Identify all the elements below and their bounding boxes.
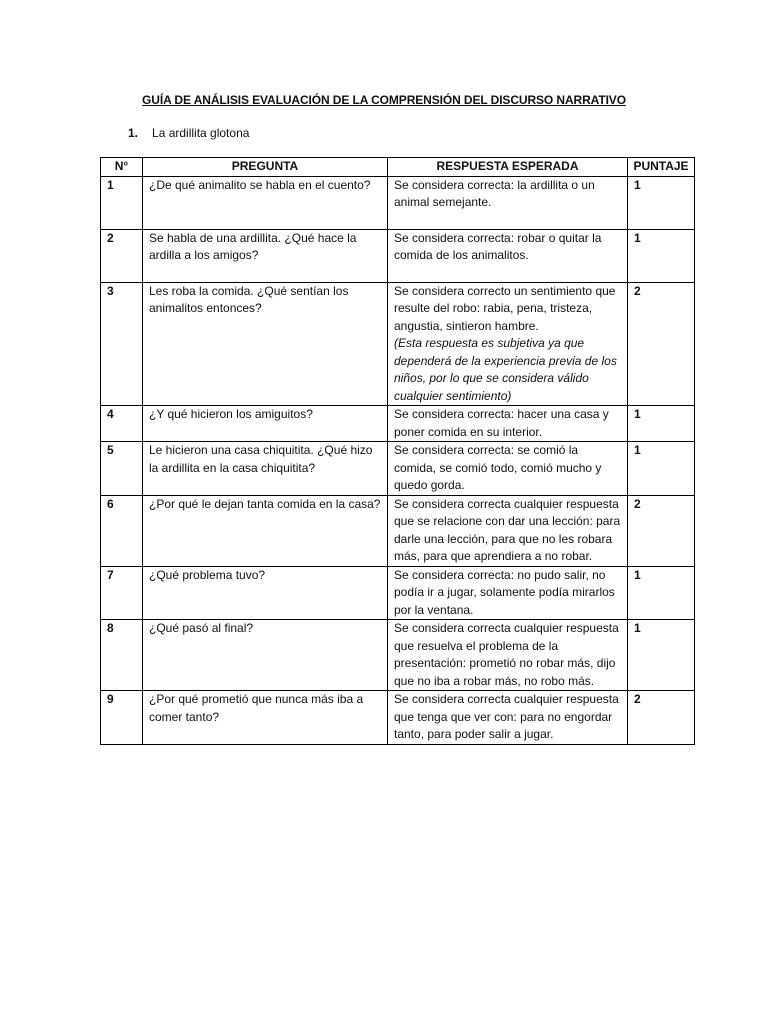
row-question: Les roba la comida. ¿Qué sentían los animalitos entonces? (143, 282, 388, 406)
header-question: PREGUNTA (143, 158, 388, 177)
row-answer-text: Se considera correcta cualquier respuesta que resuelva el problema de la presentación: prometió no robar más, dijo que no iba a robar más, no robo más. (394, 621, 619, 688)
row-answer (388, 495, 628, 566)
row-answer (388, 406, 628, 442)
row-number: 8 (101, 620, 143, 691)
row-answer (388, 442, 628, 496)
row-score: 2 (628, 282, 695, 406)
row-score: 1 (628, 176, 695, 229)
row-answer (388, 566, 628, 620)
row-score: 1 (628, 566, 695, 620)
table-header-row (101, 158, 695, 177)
header-score: PUNTAJE (628, 158, 695, 177)
table-row (101, 442, 695, 496)
row-question: ¿Qué problema tuvo? (143, 566, 388, 620)
row-number: 1 (101, 176, 143, 229)
row-score: 2 (628, 495, 695, 566)
row-question: Le hicieron una casa chiquitita. ¿Qué hizo la ardillita en la casa chiquitita? (143, 442, 388, 496)
row-answer (388, 691, 628, 745)
row-number: 5 (101, 442, 143, 496)
table-row (101, 566, 695, 620)
row-score: 1 (628, 406, 695, 442)
table-row (101, 691, 695, 745)
row-answer (388, 176, 628, 229)
row-answer-text: Se considera correcta: se comió la comida, se comió todo, comió mucho y quedo gorda. (394, 443, 602, 492)
row-answer (388, 229, 628, 282)
header-answer: RESPUESTA ESPERADA (388, 158, 628, 177)
row-answer (388, 620, 628, 691)
row-question: ¿Por qué prometió que nunca más iba a comer tanto? (143, 691, 388, 745)
table-row (101, 176, 695, 229)
row-answer-text: Se considera correcta: la ardillita o un animal semejante. (394, 177, 595, 209)
section-heading (128, 126, 249, 140)
row-answer-text: Se considera correcta cualquier respuesta que se relacione con dar una lección: para darle una lección, para que no les robara más, para que aprendiera a no robar. (394, 496, 621, 563)
row-answer-text: Se considera correcta cualquier respuesta que tenga que ver con: para no engordar tanto, para poder salir a jugar. (394, 692, 619, 741)
row-number: 3 (101, 282, 143, 406)
row-number: 7 (101, 566, 143, 620)
evaluation-table (100, 157, 695, 745)
row-question: ¿De qué animalito se habla en el cuento? (143, 176, 388, 229)
table-row (101, 282, 695, 406)
row-score: 1 (628, 442, 695, 496)
header-num: N° (101, 158, 143, 177)
row-number: 6 (101, 495, 143, 566)
table-row (101, 229, 695, 282)
row-question: ¿Por qué le dejan tanta comida en la casa? (143, 495, 388, 566)
row-answer (388, 282, 628, 406)
table-row (101, 495, 695, 566)
row-score: 2 (628, 691, 695, 745)
row-number: 4 (101, 406, 143, 442)
section-title: La ardillita glotona (152, 126, 250, 140)
row-score: 1 (628, 229, 695, 282)
row-answer-text: Se considera correcta: hacer una casa y poner comida en su interior. (394, 407, 609, 439)
table-row (101, 620, 695, 691)
document-title: GUÍA DE ANÁLISIS EVALUACIÓN DE LA COMPRENSIÓN DEL DISCURSO NARRATIVO (142, 93, 626, 107)
table-row (101, 406, 695, 442)
row-question: Se habla de una ardillita. ¿Qué hace la ardilla a los amigos? (143, 229, 388, 282)
row-answer-text: Se considera correcta: no pudo salir, no podía ir a jugar, solamente podía mirarlos por la ventana. (394, 567, 615, 617)
row-answer-note: (Esta respuesta es subjetiva ya que dependerá de la experiencia previa de los niños, por lo que se considera válido cualquier sentimiento) (394, 336, 617, 403)
row-question: ¿Qué pasó al final? (143, 620, 388, 691)
row-score: 1 (628, 620, 695, 691)
row-number: 9 (101, 691, 143, 745)
row-question: ¿Y qué hicieron los amiguitos? (143, 406, 388, 442)
row-answer-text: Se considera correcto un sentimiento que resulte del robo: rabia, pena, tristeza, angustia, sintieron hambre. (394, 283, 616, 333)
row-number: 2 (101, 229, 143, 282)
section-number: 1. (128, 126, 139, 140)
row-answer-text: Se considera correcta: robar o quitar la comida de los animalitos. (394, 230, 602, 262)
